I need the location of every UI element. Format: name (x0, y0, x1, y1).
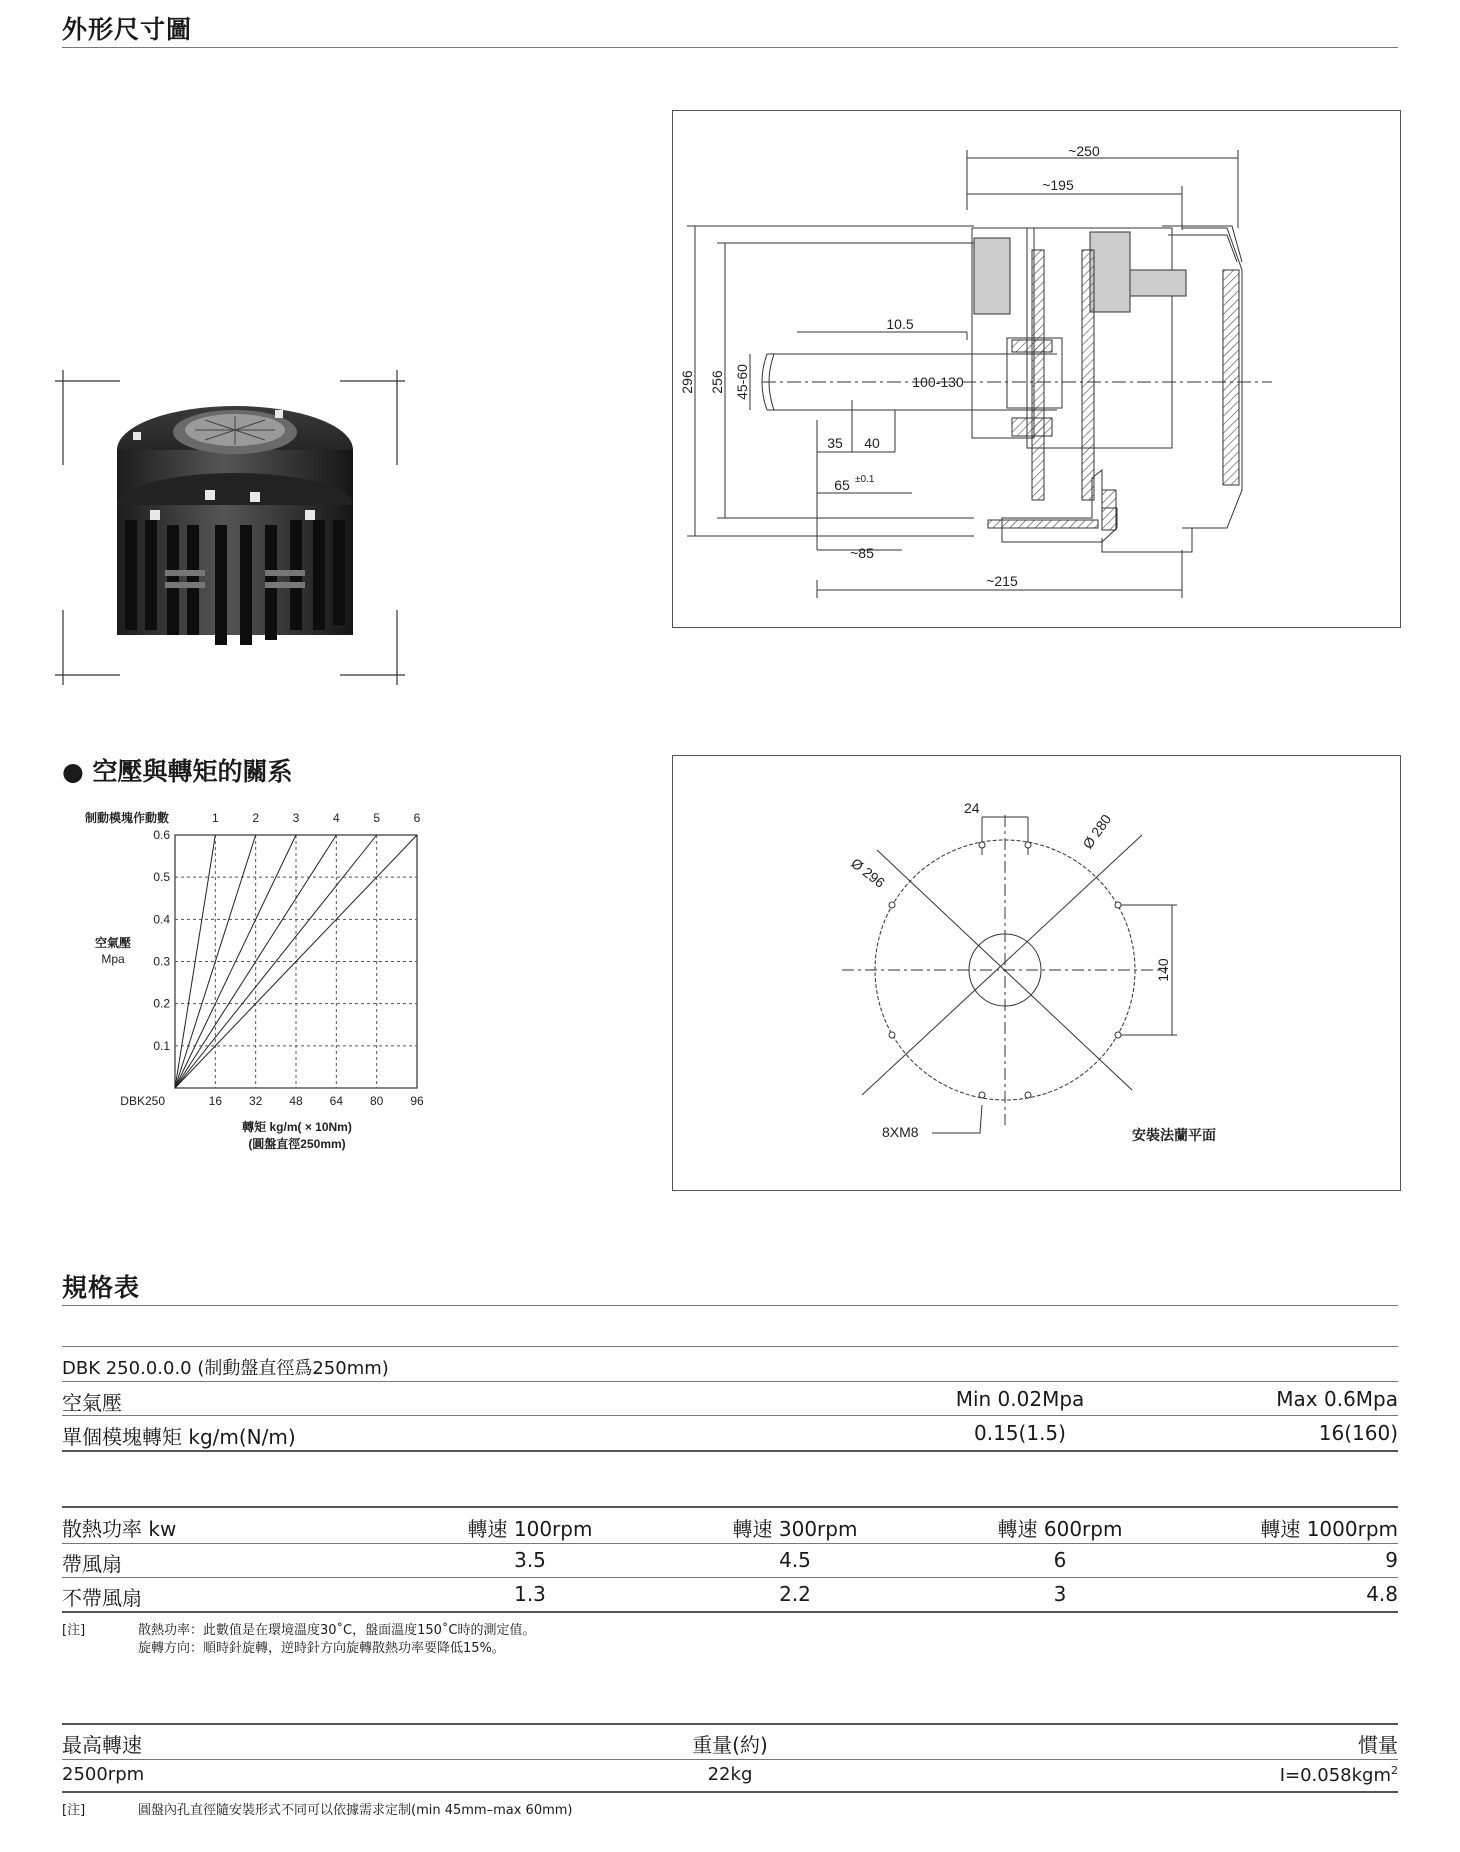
heat-row-label: 不帶風扇 (62, 1586, 142, 1610)
dim-40: 40 (864, 435, 880, 451)
flange-dim-296: Ø 296 (848, 854, 889, 891)
y-tick-label: 0.5 (153, 870, 170, 885)
table-rule (62, 1577, 1398, 1578)
dim-215: ~215 (986, 573, 1018, 589)
x-axis-sublabel: (圓盤直徑250mm) (248, 1137, 346, 1151)
heat-cell: 3 (1053, 1582, 1067, 1606)
flange-plane-drawing (672, 755, 1401, 1191)
heat-cell: 6 (1053, 1548, 1067, 1572)
side-section-drawing (672, 110, 1401, 628)
heat-cell: 9 (1385, 1548, 1398, 1572)
table-rule (62, 1759, 1398, 1760)
dim-65: 65 (834, 477, 850, 493)
air-pressure-max: Max 0.6Mpa (1276, 1387, 1398, 1411)
dimension-section-title: 外形尺寸圖 (62, 15, 193, 44)
inertia-header: 慣量 (1358, 1733, 1398, 1757)
unit-torque-min: 0.15(1.5) (974, 1421, 1066, 1445)
dim-10-5: 10.5 (886, 316, 914, 332)
table-rule (62, 1791, 1398, 1793)
table-rule (62, 1543, 1398, 1544)
y-tick-label: 0.6 (153, 828, 170, 842)
table-rule (62, 1415, 1398, 1416)
heat-cell: 3.5 (514, 1548, 546, 1572)
chart-section-title (62, 752, 293, 788)
model-line: DBK 250.0.0.0 (制動盤直徑爲250mm) (62, 1358, 389, 1379)
heat-note-tag: [注] (62, 1623, 86, 1638)
max-speed-value: 2500rpm (62, 1764, 145, 1785)
bottom-note-line: 圓盤內孔直徑隨安裝形式不同可以依據需求定制(min 45mm–max 60mm) (138, 1803, 573, 1818)
table-rule (62, 1381, 1398, 1382)
dim-45-60: 45-60 (734, 364, 750, 400)
dim-250: ~250 (1068, 143, 1100, 159)
heat-cell: 2.2 (779, 1582, 811, 1606)
top-tick-label: 3 (292, 811, 300, 825)
air-pressure-min: Min 0.02Mpa (955, 1387, 1085, 1411)
top-tick-label: 1 (211, 811, 219, 825)
y-tick-label: 0.4 (153, 912, 170, 927)
x-axis-label: 轉矩 kg/m( × 10Nm) (242, 1120, 352, 1134)
flange-dim-24: 24 (964, 800, 980, 816)
top-tick-label: 6 (413, 811, 421, 825)
chart-section-title-text: 空壓與轉矩的關系 (92, 757, 293, 786)
bullet-icon: ● (62, 757, 84, 786)
heat-header-100rpm: 轉速 100rpm (467, 1517, 593, 1541)
table-rule (62, 1723, 1398, 1725)
section-divider (62, 1305, 1398, 1306)
heat-header-1000rpm: 轉速 1000rpm (1260, 1517, 1398, 1541)
y-axis-label: 空氣壓 (94, 936, 132, 950)
dim-65-tolerance: ±0.1 (855, 474, 875, 485)
x-tick-label: 16 (208, 1094, 223, 1108)
weight-header: 重量(約) (692, 1733, 768, 1757)
flange-dim-280: Ø 280 (1079, 811, 1115, 852)
heat-cell: 4.5 (779, 1548, 811, 1572)
air-pressure-label: 空氣壓 (62, 1391, 122, 1415)
top-tick-label: 5 (373, 811, 381, 825)
x-tick-label: 32 (248, 1094, 263, 1108)
table-rule (62, 1611, 1398, 1613)
heat-header-600rpm: 轉速 600rpm (997, 1517, 1123, 1541)
heat-cell: 4.8 (1366, 1582, 1398, 1606)
heat-note-line-1: 散熱功率：此數值是在環境溫度30˚C，盤面溫度150˚C時的測定值。 (138, 1623, 536, 1638)
dim-296: 296 (679, 370, 695, 394)
inertia-value-text: I=0.058kgm (1279, 1765, 1391, 1786)
flange-bolt-label: 8XM8 (882, 1124, 919, 1140)
inertia-superscript: 2 (1391, 1764, 1398, 1777)
dim-85: ~85 (850, 545, 874, 561)
weight-value: 22kg (707, 1764, 753, 1785)
torque-pressure-chart (55, 795, 440, 1175)
dim-195: ~195 (1042, 177, 1074, 193)
y-tick-label: 0.3 (153, 954, 170, 969)
unit-torque-label: 單個模塊轉矩 kg/m(N/m) (62, 1425, 296, 1449)
x-tick-label: 80 (369, 1094, 384, 1108)
y-axis-unit: Mpa (101, 952, 125, 966)
heat-header-label: 散熱功率 kw (62, 1517, 177, 1541)
product-photo (55, 370, 405, 685)
section-divider (62, 47, 1398, 48)
dim-256: 256 (709, 370, 725, 394)
x-tick-label: 48 (289, 1094, 303, 1108)
heat-row-label: 帶風扇 (62, 1552, 122, 1576)
x-tick-label: 96 (410, 1094, 424, 1108)
top-tick-label: 2 (252, 811, 260, 825)
flange-dim-140: 140 (1155, 958, 1171, 982)
max-speed-header: 最高轉速 (62, 1733, 142, 1757)
y-tick-label: 0.1 (153, 1038, 170, 1053)
dim-100-130: 100-130 (912, 374, 964, 390)
top-tick-label: 4 (332, 811, 340, 825)
inertia-value (1198, 1764, 1398, 1786)
x-tick-label: 64 (329, 1094, 344, 1108)
x-origin-label: DBK250 (120, 1094, 165, 1108)
bottom-note-tag: [注] (62, 1803, 86, 1818)
flange-caption: 安裝法蘭平面 (1132, 1127, 1216, 1143)
heat-note-line-2: 旋轉方向：順時針旋轉，逆時針方向旋轉散熱功率要降低15%。 (138, 1641, 505, 1656)
spec-section-title: 規格表 (62, 1273, 141, 1302)
heat-cell: 1.3 (514, 1582, 546, 1606)
dim-35: 35 (827, 435, 843, 451)
y-tick-label: 0.2 (153, 996, 170, 1011)
table-rule (62, 1346, 1398, 1347)
heat-header-300rpm: 轉速 300rpm (732, 1517, 858, 1541)
unit-torque-max: 16(160) (1318, 1421, 1398, 1445)
table-rule (62, 1506, 1398, 1508)
top-axis-label: 制動模塊作動數 (84, 811, 169, 825)
table-rule (62, 1450, 1398, 1452)
